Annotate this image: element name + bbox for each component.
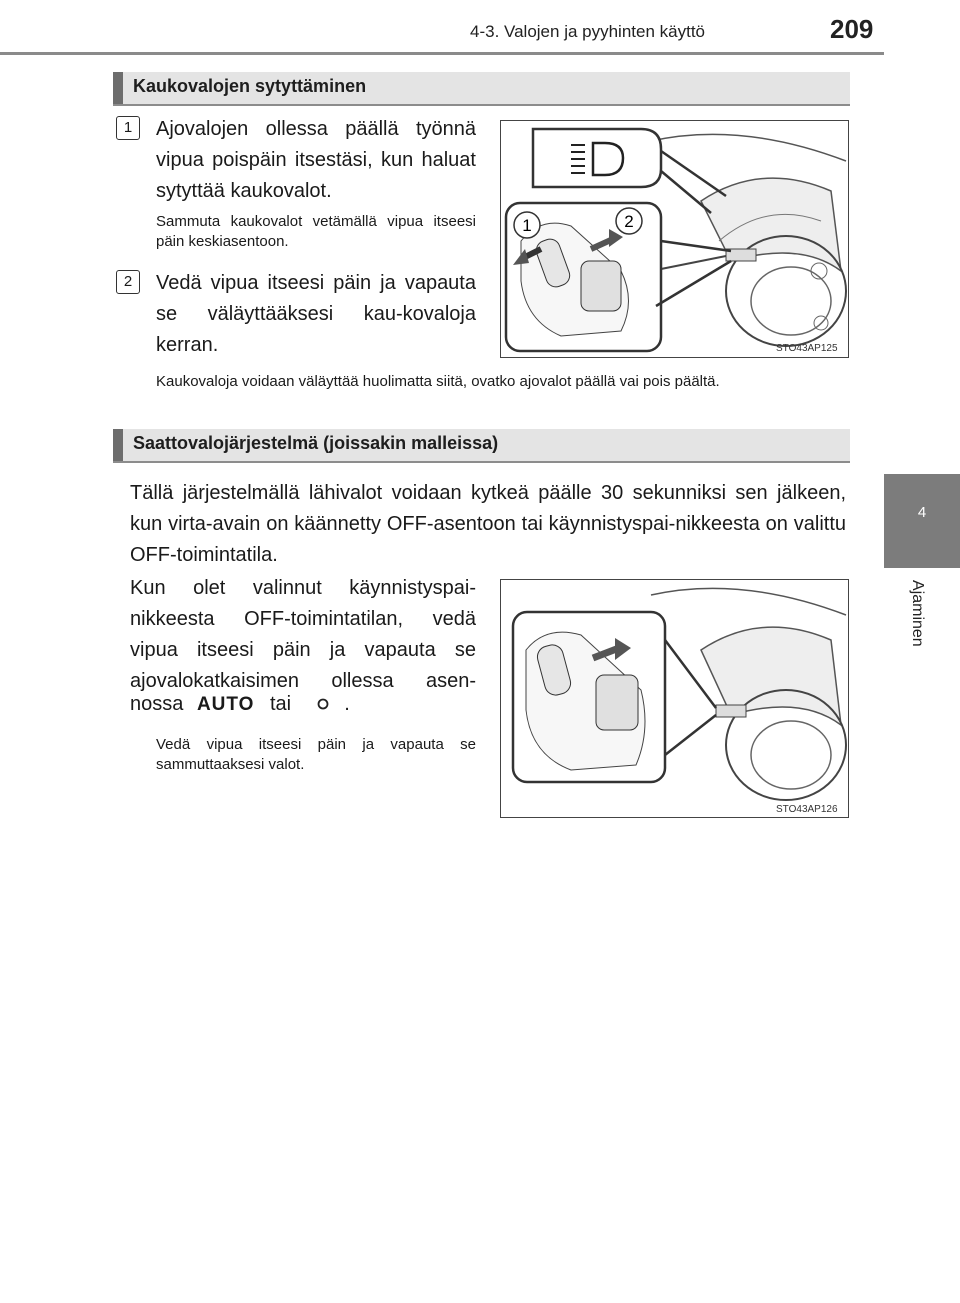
section-title: Kaukovalojen sytyttäminen: [133, 76, 367, 96]
high-beam-lever-illustration: [501, 121, 848, 357]
instruction-prefix: nossa: [130, 693, 184, 715]
figure-code: STO43AP126: [776, 804, 838, 815]
instruction-or: tai: [269, 693, 292, 715]
callout-2: 2: [624, 212, 634, 231]
figure-code: STO43AP125: [776, 343, 838, 354]
step-2-text: Vedä vipua itseesi päin ja vapauta se väläyttääksesi kau-kovaloja kerran.: [156, 272, 476, 356]
low-beam-icon: [315, 689, 331, 720]
callout-1: 1: [522, 216, 532, 235]
chapter-tab: [884, 474, 960, 568]
follow-me-home-instruction: Kun olet valinnut käynnistyspai-nikkeesta OFF-toimintatilan, vedä vipua itseesi päin ja vapauta se ajovalokatkaisimen ollessa asen-: [130, 577, 476, 692]
page-number: 209: [830, 14, 874, 44]
chapter-label: Ajaminen: [909, 580, 926, 647]
turn-off-note: Vedä vipua itseesi päin ja vapauta se sammuttaaksesi valot.: [156, 736, 476, 773]
chapter-number: 4: [917, 504, 927, 521]
step-number-1: 1: [116, 116, 140, 140]
follow-me-home-intro: Tällä järjestelmällä lähivalot voidaan kytkeä päälle 30 sekunniksi sen jälkeen, kun virta-avain on käännetty OFF-asentoon tai käynnistyspai-nikkeesta on valittu OFF-toimintatila.: [130, 482, 846, 566]
running-header: 4-3. Valojen ja pyyhinten käyttö: [470, 22, 705, 41]
section-heading-follow-me-home: [113, 429, 850, 463]
figure-high-beam-lever: [500, 120, 849, 358]
step-1-text: Ajovalojen ollessa päällä työnnä vipua poispäin itsestäsi, kun haluat sytyttää kaukovalot.: [156, 118, 476, 202]
header-divider: [0, 52, 884, 55]
figure-follow-me-home-lever: [500, 579, 849, 818]
auto-symbol: AUTO: [196, 694, 255, 715]
section-heading-high-beam: [113, 72, 850, 106]
instruction-period: .: [344, 693, 350, 715]
flash-note: Kaukovaloja voidaan väläyttää huolimatta siitä, ovatko ajovalot päällä vai pois päältä.: [156, 373, 720, 390]
step-number-2: 2: [116, 270, 140, 294]
follow-me-home-illustration: [501, 580, 848, 817]
instruction-last-line: [130, 689, 476, 720]
section-title: Saattovalojärjestelmä (joissakin malleissa): [133, 433, 499, 453]
step-1-note: Sammuta kaukovalot vetämällä vipua itseesi päin keskiasentoon.: [156, 213, 476, 250]
